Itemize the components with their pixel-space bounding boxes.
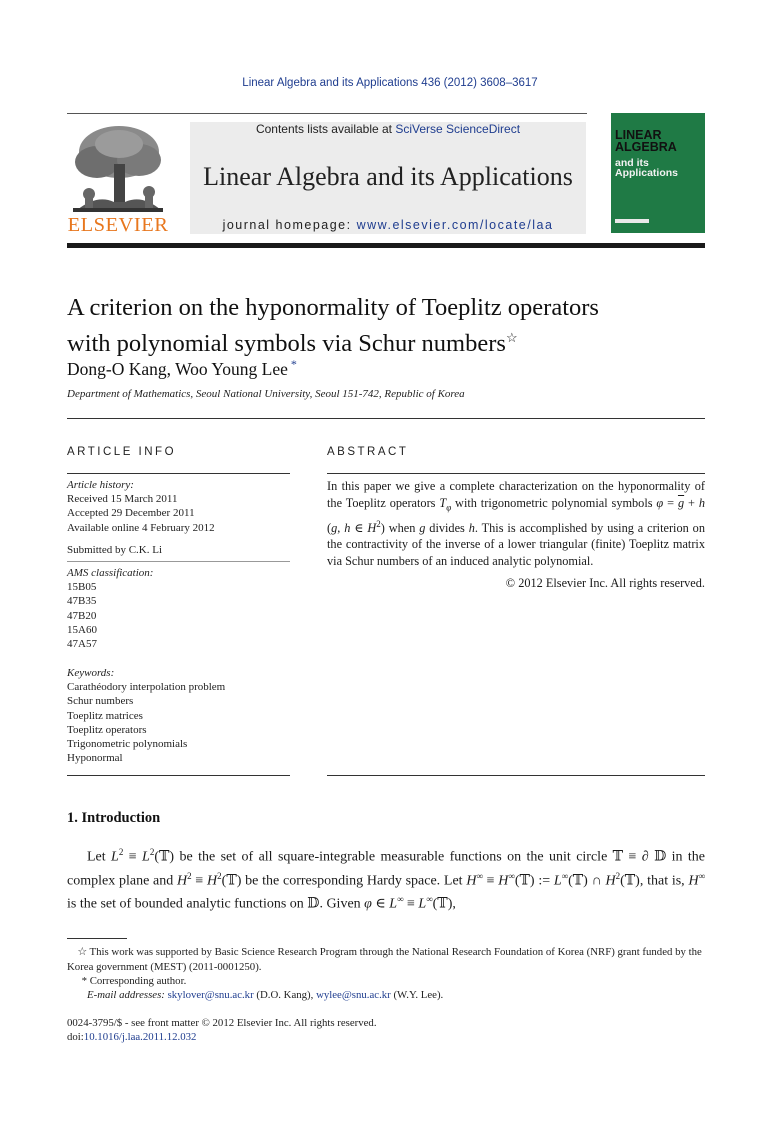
abstract-bottom-rule — [327, 775, 705, 776]
homepage-line — [190, 218, 586, 232]
ams-label: AMS classification: — [67, 567, 154, 579]
title-line1: A criterion on the hyponormality of Toeplitz operators — [67, 294, 599, 321]
keywords — [67, 666, 225, 765]
ams-code: 47B35 — [67, 595, 97, 608]
ams-code: 47B20 — [67, 609, 97, 622]
cover-title-line1: LINEAR — [615, 128, 662, 142]
footnote-text: Corresponding author. — [89, 975, 187, 987]
keyword: Trigonometric polynomials — [67, 738, 188, 751]
submitted-rule — [67, 561, 290, 562]
intro-part: be the corresponding Hardy space. Let — [241, 873, 467, 889]
header-rule — [67, 113, 587, 114]
contents-prefix: Contents lists available at — [255, 122, 396, 136]
doi-line — [67, 1031, 196, 1043]
journal-citation[interactable]: Linear Algebra and its Applications 436 (2012) 3608–3617 — [242, 77, 538, 89]
abstract-rule — [327, 473, 705, 474]
ams-code: 15B05 — [67, 581, 97, 594]
email-owner: (W.Y. Lee). — [390, 989, 444, 1001]
keywords-label: Keywords: — [67, 667, 115, 679]
keyword: Schur numbers — [67, 695, 134, 708]
homepage-prefix: journal homepage: — [222, 218, 357, 232]
abstract-copyright: © 2012 Elsevier Inc. All rights reserved. — [505, 576, 705, 590]
keyword: Carathéodory interpolation problem — [67, 681, 226, 694]
email-owner: (D.O. Kang), — [253, 989, 317, 1001]
cover-title-line2: ALGEBRA — [615, 140, 677, 154]
article-info-bottom-rule — [67, 775, 290, 776]
article-info-heading: ARTICLE INFO — [67, 446, 177, 458]
article-history — [67, 478, 215, 535]
history-received: Received 15 March 2011 — [67, 493, 178, 506]
affiliation: Department of Mathematics, Seoul National University, Seoul 151-742, Republic of Korea — [67, 388, 465, 400]
footnote-text: This work was supported by Basic Science Research Program through the National Research Foundation of Korea (NRF) grant funded by the Korea government (MEST) (2011-0001250). — [67, 946, 702, 973]
intro-part: be the set of all square-integrable measurable functions on the unit circle — [174, 849, 613, 865]
footnote-corresponding — [67, 974, 705, 989]
journal-title: Linear Algebra and its Applications — [203, 162, 573, 191]
history-online: Available online 4 February 2012 — [67, 521, 215, 534]
abstract-part: with trigonometric polynomial symbols — [451, 495, 657, 510]
doi-link[interactable]: 10.1016/j.laa.2011.12.032 — [83, 1031, 197, 1043]
introduction-text: Let $L^2$ ≡ $L^2(𝕋)$ be the set of all square-integrable measurable functions on the unit circle 𝕋 ≡ ∂ 𝔻 in the complex plane and $H^2$ ≡ $H^2(𝕋)$ be the corresponding Hardy space. Let H∞ ≡ H∞(𝕋) := L∞(𝕋) ∩ $H^2(𝕋)$, that is, H∞ is the set of bounded analytic functions on 𝔻. Given φ ∈ L∞ ≡ L∞(𝕋), — [67, 847, 705, 912]
abstract-part: In this paper we give a complete characterization on the hyponormality of the Toeplitz operators — [327, 479, 705, 510]
author-list — [67, 357, 297, 380]
intro-part: in the complex plane and — [67, 849, 705, 889]
abstract-heading: ABSTRACT — [327, 446, 409, 458]
footnote-mark: * — [81, 975, 87, 987]
keyword: Toeplitz matrices — [67, 709, 143, 722]
author-footnote-mark[interactable]: * — [290, 357, 297, 371]
history-accepted: Accepted 29 December 2011 — [67, 507, 195, 520]
abstract-part: divides — [425, 520, 469, 535]
journal-cover[interactable] — [611, 113, 705, 233]
article-title — [67, 293, 707, 359]
abstract-part: . This is accomplished by using a criterion on the contractivity of the inverse of a lower triangular (finite) Toeplitz matrix via Schur numbers of an induced analytic polynomial. — [327, 520, 705, 568]
ams-code: 47A57 — [67, 638, 97, 651]
title-rule — [67, 418, 705, 419]
cover-subtitle — [615, 158, 678, 178]
history-label: Article history: — [67, 479, 134, 491]
header-thick-rule — [67, 243, 705, 248]
cover-title — [615, 129, 703, 153]
ams-classification — [67, 566, 153, 651]
ams-code: 15A60 — [67, 623, 97, 636]
cover-sub-line2: Applications — [615, 167, 679, 179]
homepage-link[interactable]: www.elsevier.com/locate/laa — [356, 218, 554, 232]
section-heading: 1. Introduction — [67, 810, 161, 826]
abstract-text: In this paper we give a complete characterization on the hyponormality of the Toeplitz operators $T_\varphi$ with trigonometric polynomial symbols $\varphi = \overline{g} + h$ (g, h ∈ $H^2$) when g divides h. This is accomplished by using a criterion on the contractivity of the inverse of a lower triangular (finite) Toeplitz matrix via Schur numbers of an induced analytic polynomial. — [327, 479, 705, 568]
footnote-emails — [67, 988, 725, 1003]
elsevier-logo[interactable] — [67, 122, 169, 236]
issn-line: 0024-3795/$ - see front matter © 2012 Elsevier Inc. All rights reserved. — [67, 1017, 377, 1029]
email-link-lee[interactable]: wylee@snu.ac.kr — [316, 989, 391, 1001]
footnote-funding — [67, 945, 705, 974]
cover-sub-line1: and its — [615, 157, 649, 169]
intro-part: . Given — [319, 896, 365, 912]
submitted-by: Submitted by C.K. Li — [67, 544, 163, 556]
journal-banner — [190, 122, 586, 234]
sciencedirect-link[interactable]: SciVerse ScienceDirect — [395, 122, 521, 136]
publisher-name: ELSEVIER — [67, 214, 169, 236]
title-line2: with polynomial symbols via Schur numbers — [67, 330, 506, 358]
authors: Dong-O Kang, Woo Young Lee — [67, 358, 288, 379]
doi-prefix: doi: — [67, 1031, 84, 1043]
keyword: Hyponormal — [67, 752, 123, 765]
contents-line — [190, 122, 586, 136]
email-label: E-mail addresses: — [87, 989, 165, 1001]
cover-strip — [615, 219, 649, 223]
footnote-rule — [67, 938, 127, 939]
email-link-kang[interactable]: skylover@snu.ac.kr — [167, 989, 254, 1001]
keyword: Toeplitz operators — [67, 723, 147, 736]
intro-part: , that is, — [639, 873, 689, 889]
footnote-mark: ☆ — [77, 946, 87, 958]
intro-part: Let — [87, 849, 112, 865]
abstract-part: when — [384, 520, 420, 535]
intro-part: is the set of bounded analytic functions on — [67, 896, 308, 912]
article-info-rule — [67, 473, 290, 474]
title-footnote-mark[interactable]: ☆ — [505, 330, 518, 345]
